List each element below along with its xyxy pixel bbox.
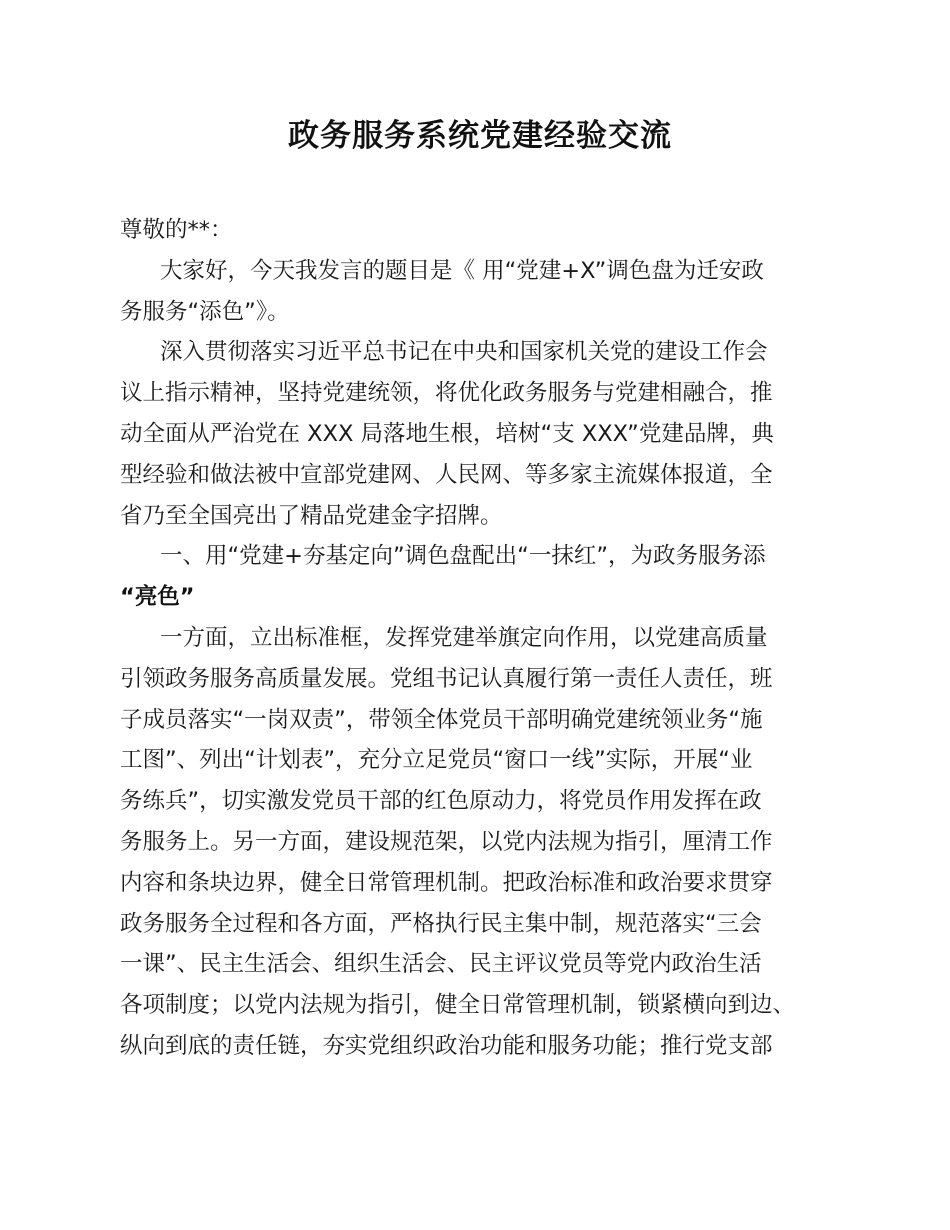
- paragraph-line: 纵向到底的责任链，夯实党组织政治功能和服务功能；推行党支部: [120, 1032, 773, 1059]
- document-title: 政务服务系统党建经验交流: [288, 118, 672, 154]
- paragraph-line: 大家好，今天我发言的题目是《 用“党建+X”调色盘为迁安政: [160, 257, 764, 284]
- paragraph-line: 省乃至全国亮出了精品党建金字招牌。: [120, 502, 503, 529]
- paragraph-line: 议上指示精神，坚持党建统领，将优化政务服务与党建相融合，推: [120, 380, 773, 407]
- paragraph-line: 引领政务服务高质量发展。党组书记认真履行第一责任人责任，班: [120, 665, 773, 692]
- paragraph-line: 一方面，立出标准框，发挥党建举旗定向作用，以党建高质量: [160, 624, 768, 651]
- paragraph-line: 务练兵”，切实激发党员干部的红色原动力，将党员作用发挥在政: [120, 788, 762, 815]
- paragraph-line: 务服务上。另一方面，建设规范架，以党内法规为指引，厘清工作: [120, 828, 773, 855]
- document-body: [120, 210, 860, 1067]
- paragraph-line: 一课”、民主生活会、组织生活会、民主评议党员等党内政治生活: [120, 951, 762, 978]
- paragraph-line: 动全面从严治党在 XXX 局落地生根，培树“支 XXX”党建品牌，典: [120, 420, 774, 447]
- paragraph-line: 各项制度；以党内法规为指引，健全日常管理机制，锁紧横向到边、: [120, 992, 796, 1019]
- paragraph-line: 内容和条块边界，健全日常管理机制。把政治标准和政治要求贯穿: [120, 869, 773, 896]
- paragraph-line: 型经验和做法被中宣部党建网、人民网、等多家主流媒体报道，全: [120, 461, 773, 488]
- section-heading-line: “亮色”: [120, 584, 195, 611]
- paragraph-line: 务服务“添色”》。: [120, 298, 290, 325]
- paragraph-line: 工图”、列出“计划表”，充分立足党员“窗口一线”实际，开展“业: [120, 747, 753, 774]
- paragraph-line: 子成员落实“一岗双责”，带领全体党员干部明确党建统领业务“施: [120, 706, 763, 733]
- salutation-line: 尊敬的**：: [120, 217, 233, 243]
- section-heading-line: 一、用“党建+夯基定向”调色盘配出“一抹红”，为政务服务添: [160, 543, 766, 570]
- paragraph-line: 深入贯彻落实习近平总书记在中央和国家机关党的建设工作会: [160, 339, 768, 366]
- paragraph-line: 政务服务全过程和各方面，严格执行民主集中制，规范落实“三会: [120, 910, 762, 937]
